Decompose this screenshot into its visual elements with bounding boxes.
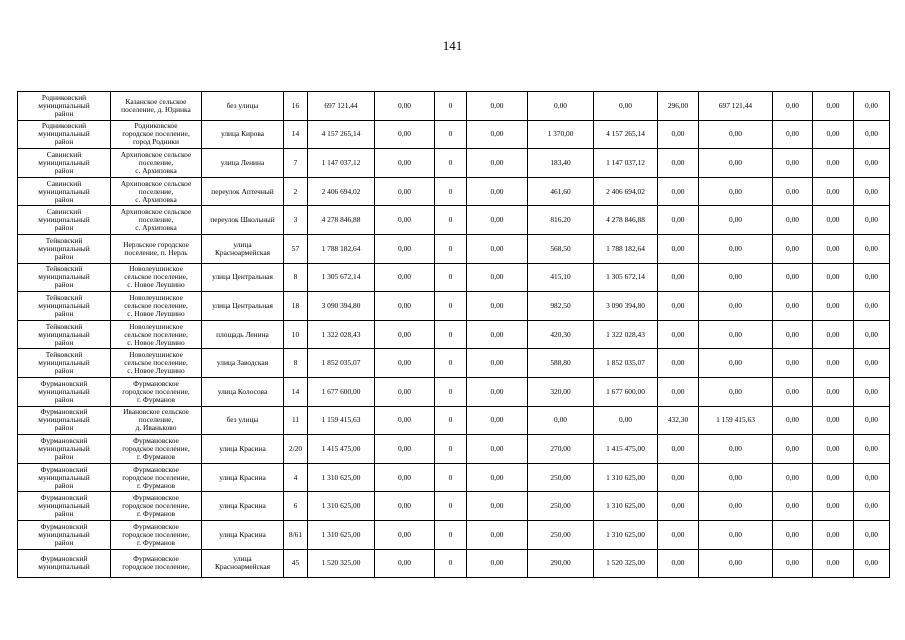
cell-cost-g: 0,00 — [854, 406, 890, 435]
cell-cost-e: 0,00 — [773, 263, 813, 292]
cell-cost-a: 0,00 — [375, 177, 435, 206]
cell-total-cost: 2 406 694,02 — [308, 177, 375, 206]
cell-cost-b: 0,00 — [467, 206, 528, 235]
cell-total-cost: 1 677 600,00 — [308, 377, 375, 406]
cell-settlement: Новолеушинское сельское поселение, с. Новое Леушино — [111, 349, 202, 378]
cell-total-cost: 1 305 672,14 — [308, 263, 375, 292]
cell-settlement: Фурмановское городское поселение, г. Фурманов — [111, 463, 202, 492]
cell-cost-f: 0,00 — [813, 549, 854, 578]
cell-street: без улицы — [202, 406, 284, 435]
cell-settlement: Фурмановское городское поселение, — [111, 549, 202, 578]
cell-settlement: Новолеушинское сельское поселение, с. Новое Леушино — [111, 263, 202, 292]
cell-total-cost: 4 157 265,14 — [308, 120, 375, 149]
cell-settlement: Новолеушинское сельское поселение, с. Новое Леушино — [111, 320, 202, 349]
cell-street: улица Красина — [202, 492, 284, 521]
cell-cost-a: 0,00 — [375, 149, 435, 178]
cell-street: переулок Аптечный — [202, 177, 284, 206]
cell-cost-d: 0,00 — [699, 492, 773, 521]
cell-settlement: Фурмановское городское поселение, г. Фурманов — [111, 377, 202, 406]
cell-house: 3 — [284, 206, 308, 235]
cell-total-cost: 1 322 028,43 — [308, 320, 375, 349]
cell-cost-a: 0,00 — [375, 120, 435, 149]
cell-cost-g: 0,00 — [854, 120, 890, 149]
cell-count: 0 — [435, 206, 467, 235]
cell-count: 0 — [435, 549, 467, 578]
cell-area-b: 0,00 — [658, 206, 699, 235]
cell-area: 420,30 — [528, 320, 594, 349]
cell-area: 290,00 — [528, 549, 594, 578]
cell-settlement: Нерльское городское поселение, п. Нерль — [111, 234, 202, 263]
cell-area: 320,00 — [528, 377, 594, 406]
cell-cost-g: 0,00 — [854, 377, 890, 406]
cell-cost-a: 0,00 — [375, 435, 435, 464]
cell-cost-a: 0,00 — [375, 206, 435, 235]
cell-cost-b: 0,00 — [467, 92, 528, 121]
cell-settlement: Ивановское сельское поселение, д. Иваньково — [111, 406, 202, 435]
cell-count: 0 — [435, 406, 467, 435]
table-row — [18, 234, 890, 263]
table-row — [18, 320, 890, 349]
cell-cost-d: 0,00 — [699, 549, 773, 578]
cell-cost-f: 0,00 — [813, 520, 854, 549]
cell-cost-g: 0,00 — [854, 177, 890, 206]
cell-cost-g: 0,00 — [854, 263, 890, 292]
cell-area-b: 0,00 — [658, 263, 699, 292]
table-row — [18, 435, 890, 464]
cell-count: 0 — [435, 520, 467, 549]
cell-count: 0 — [435, 377, 467, 406]
cell-cost-c: 1 788 182,64 — [594, 234, 658, 263]
cell-cost-d: 0,00 — [699, 206, 773, 235]
cell-district: Фурмановский муниципальный район — [18, 406, 111, 435]
cell-settlement: Архиповское сельское поселение, с. Архиповка — [111, 177, 202, 206]
table-row — [18, 92, 890, 121]
cell-street: улица Центральная — [202, 292, 284, 321]
cell-area-b: 0,00 — [658, 177, 699, 206]
cell-street: улица Ленина — [202, 149, 284, 178]
cell-cost-c: 1 852 035,07 — [594, 349, 658, 378]
cell-total-cost: 1 852 035,07 — [308, 349, 375, 378]
cell-cost-c: 3 090 394,80 — [594, 292, 658, 321]
cell-district: Савинский муниципальный район — [18, 206, 111, 235]
cell-district: Родниковский муниципальный район — [18, 92, 111, 121]
table-row — [18, 149, 890, 178]
cell-total-cost: 1 310 625,00 — [308, 463, 375, 492]
cell-cost-b: 0,00 — [467, 520, 528, 549]
cell-area: 568,50 — [528, 234, 594, 263]
cell-area: 816,20 — [528, 206, 594, 235]
cell-total-cost: 1 159 415,63 — [308, 406, 375, 435]
cell-cost-d: 0,00 — [699, 377, 773, 406]
cell-cost-e: 0,00 — [773, 492, 813, 521]
cell-cost-e: 0,00 — [773, 549, 813, 578]
cell-street: улица Красина — [202, 435, 284, 464]
cell-cost-c: 4 278 846,88 — [594, 206, 658, 235]
cell-house: 16 — [284, 92, 308, 121]
cell-house: 8 — [284, 349, 308, 378]
cell-count: 0 — [435, 435, 467, 464]
cell-district: Савинский муниципальный район — [18, 149, 111, 178]
cell-cost-c: 1 520 325,00 — [594, 549, 658, 578]
table-row — [18, 120, 890, 149]
cell-cost-f: 0,00 — [813, 234, 854, 263]
cell-cost-b: 0,00 — [467, 492, 528, 521]
cell-settlement: Казанское сельское поселение, д. Юдинка — [111, 92, 202, 121]
cell-cost-c: 1 322 028,43 — [594, 320, 658, 349]
cell-cost-d: 0,00 — [699, 234, 773, 263]
cell-area: 415,10 — [528, 263, 594, 292]
cell-district: Савинский муниципальный район — [18, 177, 111, 206]
cell-district: Фурмановский муниципальный район — [18, 435, 111, 464]
cell-district: Тейковский муниципальный район — [18, 292, 111, 321]
cell-cost-d: 0,00 — [699, 149, 773, 178]
cell-cost-a: 0,00 — [375, 92, 435, 121]
cell-street: улица Красноармейская — [202, 549, 284, 578]
cell-district: Тейковский муниципальный район — [18, 349, 111, 378]
cell-count: 0 — [435, 349, 467, 378]
cell-house: 45 — [284, 549, 308, 578]
cell-house: 18 — [284, 292, 308, 321]
cell-cost-g: 0,00 — [854, 206, 890, 235]
table-row — [18, 463, 890, 492]
cell-street: улица Колосова — [202, 377, 284, 406]
cell-count: 0 — [435, 92, 467, 121]
cell-cost-c: 1 147 037,12 — [594, 149, 658, 178]
cell-cost-e: 0,00 — [773, 349, 813, 378]
cell-cost-g: 0,00 — [854, 320, 890, 349]
cell-cost-b: 0,00 — [467, 463, 528, 492]
cell-count: 0 — [435, 263, 467, 292]
cell-area-b: 0,00 — [658, 377, 699, 406]
cell-cost-d: 1 159 415,63 — [699, 406, 773, 435]
cell-house: 8/61 — [284, 520, 308, 549]
cell-house: 11 — [284, 406, 308, 435]
cell-settlement: Новолеушинское сельское поселение, с. Новое Леушино — [111, 292, 202, 321]
cell-cost-f: 0,00 — [813, 177, 854, 206]
cell-cost-f: 0,00 — [813, 292, 854, 321]
cell-cost-a: 0,00 — [375, 406, 435, 435]
cell-house: 6 — [284, 492, 308, 521]
cell-settlement: Фурмановское городское поселение, г. Фурманов — [111, 492, 202, 521]
cell-cost-b: 0,00 — [467, 263, 528, 292]
table-row — [18, 549, 890, 578]
cell-street: площадь Ленина — [202, 320, 284, 349]
cell-cost-a: 0,00 — [375, 463, 435, 492]
cell-cost-g: 0,00 — [854, 435, 890, 464]
cell-area: 250,00 — [528, 492, 594, 521]
cell-settlement: Фурмановское городское поселение, г. Фурманов — [111, 435, 202, 464]
cell-cost-b: 0,00 — [467, 435, 528, 464]
cell-house: 7 — [284, 149, 308, 178]
cell-cost-a: 0,00 — [375, 492, 435, 521]
cell-count: 0 — [435, 292, 467, 321]
cell-cost-e: 0,00 — [773, 120, 813, 149]
cell-house: 14 — [284, 120, 308, 149]
cell-cost-e: 0,00 — [773, 92, 813, 121]
cell-cost-f: 0,00 — [813, 320, 854, 349]
cell-cost-b: 0,00 — [467, 177, 528, 206]
table-row — [18, 520, 890, 549]
cell-street: переулок Школьный — [202, 206, 284, 235]
cell-cost-d: 0,00 — [699, 520, 773, 549]
cell-cost-e: 0,00 — [773, 234, 813, 263]
cell-cost-f: 0,00 — [813, 120, 854, 149]
cell-cost-c: 1 310 625,00 — [594, 492, 658, 521]
cell-area-b: 0,00 — [658, 149, 699, 178]
cell-house: 8 — [284, 263, 308, 292]
cell-cost-a: 0,00 — [375, 549, 435, 578]
cell-cost-c: 2 406 694,02 — [594, 177, 658, 206]
cell-cost-g: 0,00 — [854, 520, 890, 549]
cell-cost-f: 0,00 — [813, 206, 854, 235]
cell-count: 0 — [435, 234, 467, 263]
cell-area-b: 0,00 — [658, 549, 699, 578]
cell-cost-d: 0,00 — [699, 263, 773, 292]
cell-cost-d: 0,00 — [699, 349, 773, 378]
cell-total-cost: 1 788 182,64 — [308, 234, 375, 263]
cell-house: 4 — [284, 463, 308, 492]
cell-area: 461,60 — [528, 177, 594, 206]
cell-area: 0,00 — [528, 92, 594, 121]
table-row — [18, 492, 890, 521]
cell-cost-e: 0,00 — [773, 463, 813, 492]
cell-cost-d: 0,00 — [699, 120, 773, 149]
cell-cost-b: 0,00 — [467, 320, 528, 349]
cell-cost-a: 0,00 — [375, 520, 435, 549]
cell-cost-a: 0,00 — [375, 234, 435, 263]
cell-district: Фурмановский муниципальный район — [18, 377, 111, 406]
cell-area-b: 0,00 — [658, 234, 699, 263]
table-row — [18, 406, 890, 435]
cell-district: Родниковский муниципальный район — [18, 120, 111, 149]
table-row — [18, 377, 890, 406]
cell-total-cost: 1 520 325,00 — [308, 549, 375, 578]
cell-district: Фурмановский муниципальный — [18, 549, 111, 578]
cell-cost-c: 1 310 625,00 — [594, 520, 658, 549]
cell-cost-g: 0,00 — [854, 234, 890, 263]
cell-cost-f: 0,00 — [813, 377, 854, 406]
cell-cost-b: 0,00 — [467, 406, 528, 435]
cell-house: 2/20 — [284, 435, 308, 464]
cell-area-b: 0,00 — [658, 520, 699, 549]
cell-house: 10 — [284, 320, 308, 349]
cell-area-b: 432,30 — [658, 406, 699, 435]
cell-area: 270,00 — [528, 435, 594, 464]
cell-area: 0,00 — [528, 406, 594, 435]
cell-house: 2 — [284, 177, 308, 206]
cell-total-cost: 4 278 846,88 — [308, 206, 375, 235]
cell-cost-d: 0,00 — [699, 463, 773, 492]
cell-total-cost: 1 147 037,12 — [308, 149, 375, 178]
cell-cost-f: 0,00 — [813, 149, 854, 178]
table-row — [18, 263, 890, 292]
table-row — [18, 206, 890, 235]
cell-cost-b: 0,00 — [467, 349, 528, 378]
cell-cost-g: 0,00 — [854, 463, 890, 492]
cell-cost-c: 1 677 600,00 — [594, 377, 658, 406]
cell-district: Фурмановский муниципальный район — [18, 492, 111, 521]
cell-cost-e: 0,00 — [773, 177, 813, 206]
cell-area-b: 0,00 — [658, 492, 699, 521]
cell-area-b: 0,00 — [658, 292, 699, 321]
cell-count: 0 — [435, 320, 467, 349]
cell-cost-d: 697 121,44 — [699, 92, 773, 121]
cell-cost-e: 0,00 — [773, 520, 813, 549]
cell-total-cost: 1 310 625,00 — [308, 520, 375, 549]
cell-count: 0 — [435, 177, 467, 206]
cell-area: 588,80 — [528, 349, 594, 378]
cell-area-b: 0,00 — [658, 120, 699, 149]
cell-cost-g: 0,00 — [854, 92, 890, 121]
cell-area-b: 0,00 — [658, 320, 699, 349]
cell-cost-c: 1 310 625,00 — [594, 463, 658, 492]
cell-street: улица Кирова — [202, 120, 284, 149]
cell-cost-e: 0,00 — [773, 149, 813, 178]
cell-cost-b: 0,00 — [467, 120, 528, 149]
cell-cost-a: 0,00 — [375, 320, 435, 349]
cell-cost-b: 0,00 — [467, 149, 528, 178]
cell-cost-d: 0,00 — [699, 320, 773, 349]
cell-street: улица Центральная — [202, 263, 284, 292]
cell-district: Тейковский муниципальный район — [18, 320, 111, 349]
cell-house: 14 — [284, 377, 308, 406]
cell-cost-e: 0,00 — [773, 320, 813, 349]
cell-total-cost: 3 090 394,80 — [308, 292, 375, 321]
cell-street: улица Красноармейская — [202, 234, 284, 263]
cell-cost-g: 0,00 — [854, 149, 890, 178]
cell-district: Фурмановский муниципальный район — [18, 520, 111, 549]
cell-total-cost: 697 121,44 — [308, 92, 375, 121]
cell-area: 250,00 — [528, 463, 594, 492]
cell-cost-c: 1 415 475,00 — [594, 435, 658, 464]
cell-cost-e: 0,00 — [773, 292, 813, 321]
cell-district: Фурмановский муниципальный район — [18, 463, 111, 492]
cell-settlement: Фурмановское городское поселение, г. Фурманов — [111, 520, 202, 549]
cell-street: без улицы — [202, 92, 284, 121]
cell-cost-e: 0,00 — [773, 206, 813, 235]
cell-cost-b: 0,00 — [467, 549, 528, 578]
cell-cost-f: 0,00 — [813, 406, 854, 435]
cell-area: 250,00 — [528, 520, 594, 549]
cell-cost-f: 0,00 — [813, 92, 854, 121]
cell-total-cost: 1 415 475,00 — [308, 435, 375, 464]
cell-area-b: 0,00 — [658, 463, 699, 492]
cell-count: 0 — [435, 463, 467, 492]
cell-count: 0 — [435, 492, 467, 521]
cell-street: улица Красина — [202, 463, 284, 492]
page-number: 141 — [442, 38, 463, 53]
cell-cost-a: 0,00 — [375, 377, 435, 406]
cell-settlement: Архиповское сельское поселение, с. Архиповка — [111, 149, 202, 178]
cell-area: 1 370,00 — [528, 120, 594, 149]
cell-cost-e: 0,00 — [773, 435, 813, 464]
cell-area-b: 0,00 — [658, 435, 699, 464]
cell-cost-f: 0,00 — [813, 263, 854, 292]
cell-area: 982,50 — [528, 292, 594, 321]
cell-cost-f: 0,00 — [813, 349, 854, 378]
cell-house: 57 — [284, 234, 308, 263]
cell-cost-c: 0,00 — [594, 406, 658, 435]
cell-count: 0 — [435, 120, 467, 149]
cell-cost-d: 0,00 — [699, 292, 773, 321]
cell-cost-g: 0,00 — [854, 349, 890, 378]
cell-cost-b: 0,00 — [467, 292, 528, 321]
cell-cost-g: 0,00 — [854, 292, 890, 321]
cell-cost-a: 0,00 — [375, 349, 435, 378]
cell-cost-g: 0,00 — [854, 549, 890, 578]
cell-district: Тейковский муниципальный район — [18, 263, 111, 292]
cell-cost-e: 0,00 — [773, 377, 813, 406]
cell-cost-a: 0,00 — [375, 292, 435, 321]
cell-cost-c: 0,00 — [594, 92, 658, 121]
cell-settlement: Родниковское городское поселение, город Родники — [111, 120, 202, 149]
cell-district: Тейковский муниципальный район — [18, 234, 111, 263]
cell-cost-f: 0,00 — [813, 435, 854, 464]
table-row — [18, 177, 890, 206]
cell-cost-c: 1 305 672,14 — [594, 263, 658, 292]
table-row — [18, 292, 890, 321]
cell-settlement: Архиповское сельское поселение, с. Архиповка — [111, 206, 202, 235]
cell-cost-e: 0,00 — [773, 406, 813, 435]
cell-area-b: 0,00 — [658, 349, 699, 378]
cell-cost-f: 0,00 — [813, 463, 854, 492]
cell-area-b: 296,00 — [658, 92, 699, 121]
cell-cost-b: 0,00 — [467, 377, 528, 406]
cell-cost-a: 0,00 — [375, 263, 435, 292]
cell-cost-d: 0,00 — [699, 177, 773, 206]
cell-cost-b: 0,00 — [467, 234, 528, 263]
cell-cost-f: 0,00 — [813, 492, 854, 521]
cell-cost-c: 4 157 265,14 — [594, 120, 658, 149]
cell-street: улица Заводская — [202, 349, 284, 378]
table-row — [18, 349, 890, 378]
cell-street: улица Красина — [202, 520, 284, 549]
cell-area: 183,40 — [528, 149, 594, 178]
cell-total-cost: 1 310 625,00 — [308, 492, 375, 521]
cell-cost-d: 0,00 — [699, 435, 773, 464]
cell-cost-g: 0,00 — [854, 492, 890, 521]
data-table — [17, 91, 890, 578]
cell-count: 0 — [435, 149, 467, 178]
